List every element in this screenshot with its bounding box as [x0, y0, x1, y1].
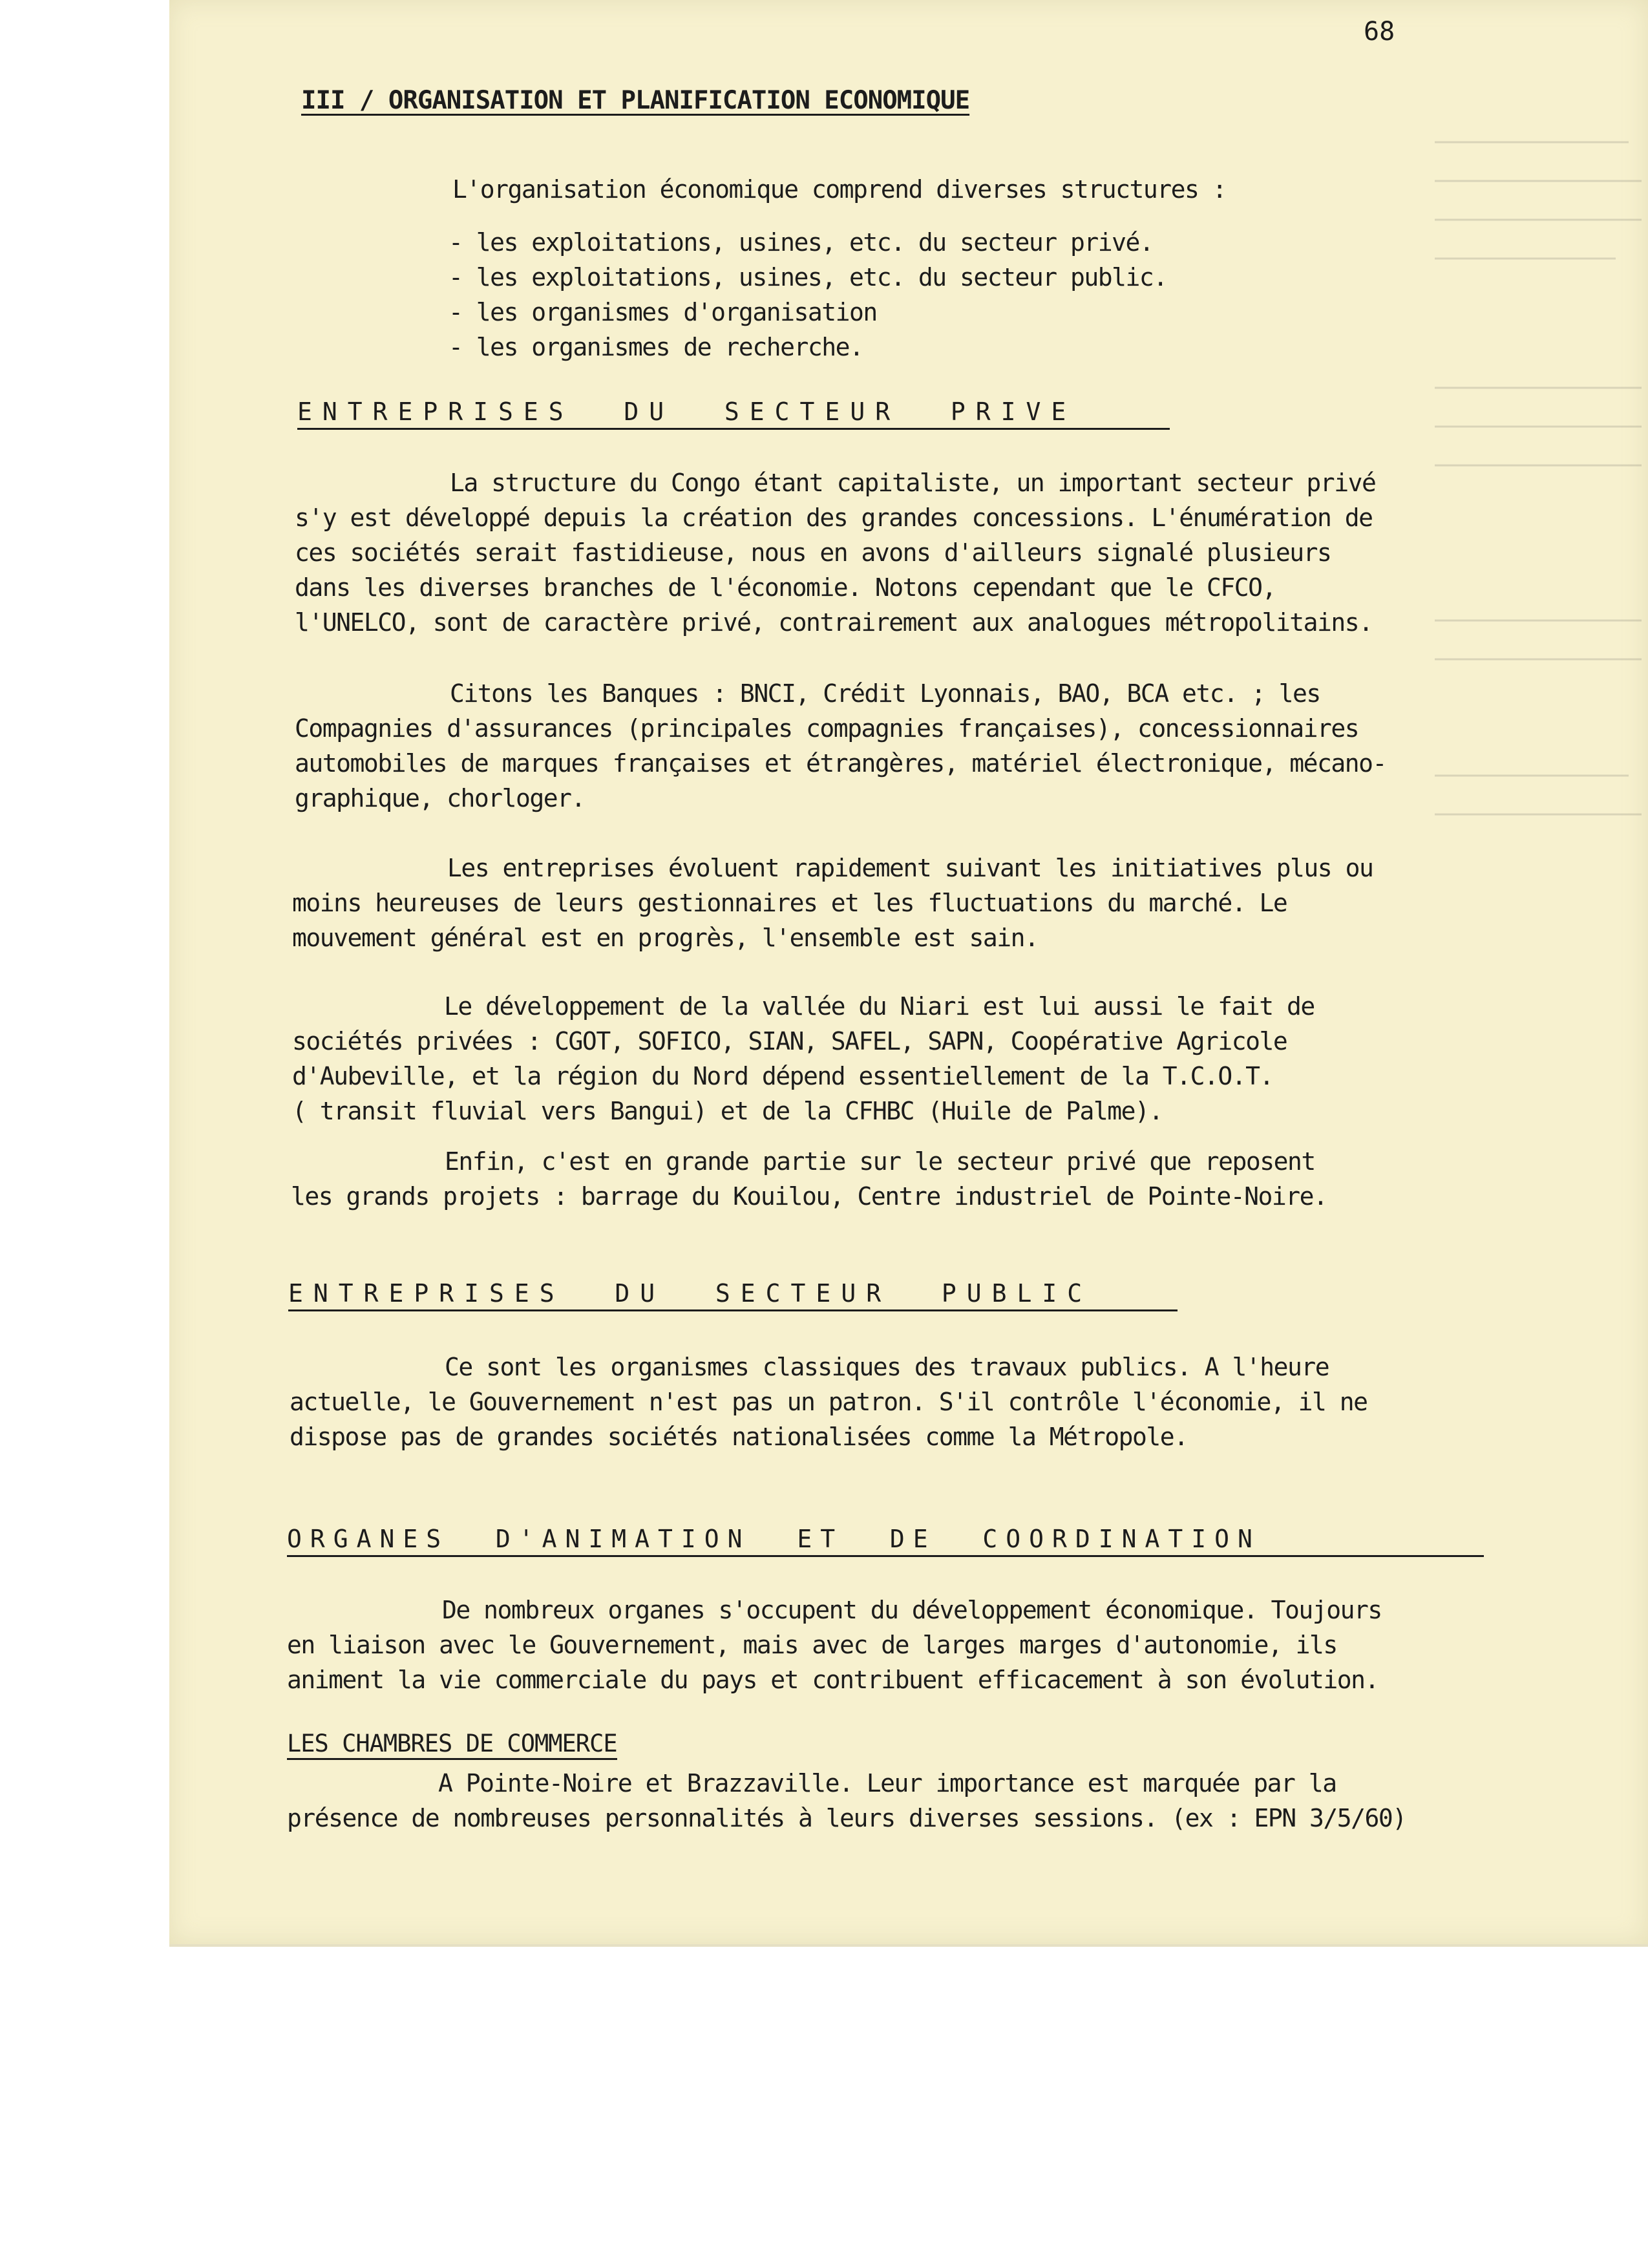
- paragraph-line: s'y est développé depuis la création des grandes concessions. L'énumération de: [295, 503, 1373, 532]
- section-heading-organes: ORGANES D'ANIMATION ET DE COORDINATION: [287, 1524, 1484, 1557]
- paragraph-line: d'Aubeville, et la région du Nord dépend essentiellement de la T.C.O.T.: [292, 1062, 1273, 1090]
- public-paragraph-1: [290, 1350, 1367, 1454]
- paragraph-line: animent la vie commerciale du pays et contribuent efficacement à son évolution.: [287, 1666, 1379, 1694]
- paragraph-line: les grands projets : barrage du Kouilou, Centre industriel de Pointe-Noire.: [291, 1182, 1327, 1211]
- paragraph-line: graphique, chorloger.: [295, 784, 585, 812]
- organes-paragraph-1: [287, 1593, 1382, 1697]
- paragraph-line: Enfin, c'est en grande partie sur le secteur privé que reposent: [445, 1147, 1315, 1176]
- paragraph-line: mouvement général est en progrès, l'ensemble est sain.: [292, 924, 1039, 952]
- paragraph-line: Le développement de la vallée du Niari est lui aussi le fait de: [444, 992, 1315, 1021]
- paragraph-line: actuelle, le Gouvernement n'est pas un patron. S'il contrôle l'économie, il ne: [290, 1388, 1368, 1416]
- prive-paragraph-4: [292, 989, 1315, 1129]
- paragraph-line: De nombreux organes s'occupent du développement économique. Toujours: [442, 1596, 1382, 1624]
- paragraph-line: Citons les Banques : BNCI, Crédit Lyonnais, BAO, BCA etc. ; les: [450, 679, 1320, 708]
- paragraph-line: en liaison avec le Gouvernement, mais avec de larges marges d'autonomie, ils: [287, 1631, 1337, 1659]
- page-title: III / ORGANISATION ET PLANIFICATION ECONOMIQUE: [301, 86, 970, 115]
- paragraph-line: A Pointe-Noire et Brazzaville. Leur importance est marquée par la: [438, 1769, 1336, 1797]
- intro-list-item: - les organismes d'organisation: [449, 298, 877, 326]
- chambres-paragraph-1: [287, 1766, 1406, 1836]
- prive-paragraph-5: [291, 1144, 1327, 1214]
- paragraph-line: automobiles de marques françaises et étrangères, matériel électronique, mécano-: [295, 749, 1386, 778]
- section-heading-public: ENTREPRISES DU SECTEUR PUBLIC: [288, 1278, 1178, 1311]
- intro-line: L'organisation économique comprend diverses structures :: [452, 175, 1227, 204]
- paragraph-line: dispose pas de grandes sociétés nationalisées comme la Métropole.: [290, 1423, 1188, 1451]
- paper-edge: [169, 1944, 1648, 1947]
- prive-paragraph-1: [295, 465, 1375, 640]
- paragraph-line: Ce sont les organismes classiques des travaux publics. A l'heure: [445, 1353, 1329, 1381]
- intro-list-item: - les exploitations, usines, etc. du secteur public.: [449, 263, 1167, 291]
- paragraph-line: présence de nombreuses personnalités à leurs diverses sessions. (ex : EPN 3/5/60): [287, 1804, 1406, 1832]
- paragraph-line: La structure du Congo étant capitaliste, un important secteur privé: [450, 469, 1376, 497]
- subheading-chambres: LES CHAMBRES DE COMMERCE: [287, 1730, 617, 1760]
- intro-list-item: - les organismes de recherche.: [449, 333, 863, 361]
- intro-text: [452, 172, 1226, 207]
- section-heading-prive: ENTREPRISES DU SECTEUR PRIVE: [297, 397, 1170, 430]
- paragraph-line: ces sociétés serait fastidieuse, nous en avons d'ailleurs signalé plusieurs: [295, 538, 1331, 567]
- paragraph-line: moins heureuses de leurs gestionnaires et les fluctuations du marché. Le: [292, 889, 1287, 917]
- paragraph-line: sociétés privées : CGOT, SOFICO, SIAN, SAFEL, SAPN, Coopérative Agricole: [292, 1027, 1287, 1055]
- intro-list-item: - les exploitations, usines, etc. du secteur privé.: [449, 228, 1154, 257]
- paragraph-line: l'UNELCO, sont de caractère privé, contrairement aux analogues métropolitains.: [295, 608, 1373, 637]
- paragraph-line: Les entreprises évoluent rapidement suivant les initiatives plus ou: [447, 854, 1373, 882]
- paragraph-line: Compagnies d'assurances (principales compagnies françaises), concessionnaires: [295, 714, 1359, 743]
- paragraph-line: ( transit fluvial vers Bangui) et de la CFHBC (Huile de Palme).: [292, 1097, 1163, 1125]
- page-number: 68: [1364, 17, 1395, 47]
- paragraph-line: dans les diverses branches de l'économie. Notons cependant que le CFCO,: [295, 573, 1276, 602]
- show-through-texture: [1435, 116, 1648, 957]
- prive-paragraph-2: [295, 676, 1386, 816]
- prive-paragraph-3: [292, 851, 1373, 955]
- intro-list: [449, 225, 1167, 365]
